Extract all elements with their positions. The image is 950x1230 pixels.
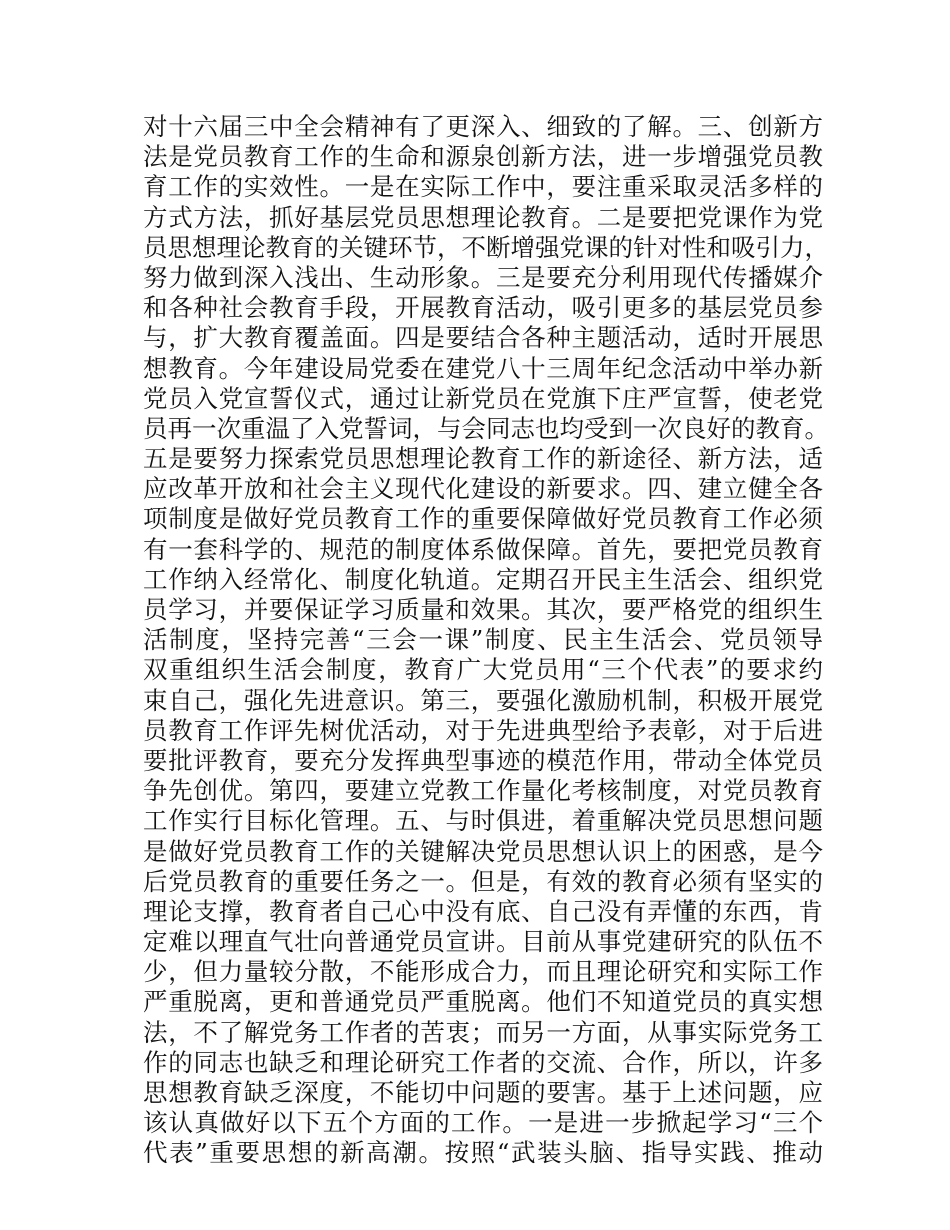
text-line: 党员入党宣誓仪式，通过让新党员在党旗下庄严宣誓，使老党 [143,383,823,413]
text-line: 对十六届三中全会精神有了更深入、细致的了解。三、创新方 [143,112,823,141]
text-line: 活制度，坚持完善“三会一课”制度、民主生活会、党员领导 [143,625,823,655]
text-line: 想教育。今年建设局党委在建党八十三周年纪念活动中举办新 [143,353,823,383]
text-line: 员教育工作评先树优活动，对于先进典型给予表彰，对于后进 [143,715,823,745]
text-line: 有一套科学的、规范的制度体系做保障。首先，要把党员教育 [143,534,823,564]
text-line: 代表”重要思想的新高潮。按照“武装头脑、指导实践、推动 [143,1138,823,1168]
text-line: 与，扩大教育覆盖面。四是要结合各种主题活动，适时开展思 [143,323,823,353]
text-line: 后党员教育的重要任务之一。但是，有效的教育必须有坚实的 [143,866,823,896]
text-line: 要批评教育，要充分发挥典型事迹的模范作用，带动全体党员 [143,745,823,775]
text-line: 法，不了解党务工作者的苦衷；而另一方面，从事实际党务工 [143,1017,823,1047]
text-line: 是做好党员教育工作的关键解决党员思想认识上的困惑，是今 [143,836,823,866]
text-line: 应改革开放和社会主义现代化建设的新要求。四、建立健全各 [143,474,823,504]
text-line: 努力做到深入浅出、生动形象。三是要充分利用现代传播媒介 [143,262,823,292]
text-line: 育工作的实效性。一是在实际工作中，要注重采取灵活多样的 [143,172,823,202]
text-line: 少，但力量较分散，不能形成合力，而且理论研究和实际工作 [143,957,823,987]
text-line: 方式方法，抓好基层党员思想理论教育。二是要把党课作为党 [143,202,823,232]
text-line: 该认真做好以下五个方面的工作。一是进一步掀起学习“三个 [143,1108,823,1138]
text-line: 和各种社会教育手段，开展教育活动，吸引更多的基层党员参 [143,293,823,323]
text-line: 工作纳入经常化、制度化轨道。定期召开民主生活会、组织党 [143,564,823,594]
text-line: 项制度是做好党员教育工作的重要保障做好党员教育工作必须 [143,504,823,534]
text-line: 严重脱离，更和普通党员严重脱离。他们不知道党员的真实想 [143,987,823,1017]
text-line: 双重组织生活会制度，教育广大党员用“三个代表”的要求约 [143,655,823,685]
text-line: 作的同志也缺乏和理论研究工作者的交流、合作，所以，许多 [143,1047,823,1077]
text-line: 争先创优。第四，要建立党教工作量化考核制度，对党员教育 [143,776,823,806]
text-line: 员再一次重温了入党誓词，与会同志也均受到一次良好的教育。 [143,413,829,443]
text-line: 员学习，并要保证学习质量和效果。其次，要严格党的组织生 [143,595,823,624]
text-line: 工作实行目标化管理。五、与时俱进，着重解决党员思想问题 [143,806,823,836]
text-line: 束自己，强化先进意识。第三，要强化激励机制，积极开展党 [143,685,823,715]
text-line: 定难以理直气壮向普通党员宣讲。目前从事党建研究的队伍不 [143,927,823,957]
body-text [143,112,829,1169]
text-line: 员思想理论教育的关键环节，不断增强党课的针对性和吸引力， [143,232,829,262]
text-line: 五是要努力探索党员思想理论教育工作的新途径、新方法，适 [143,444,823,474]
text-line: 思想教育缺乏深度，不能切中问题的要害。基于上述问题，应 [143,1078,823,1107]
text-line: 理论支撑，教育者自己心中没有底、自己没有弄懂的东西，肯 [143,896,823,926]
text-line: 法是党员教育工作的生命和源泉创新方法，进一步增强党员教 [143,142,823,172]
